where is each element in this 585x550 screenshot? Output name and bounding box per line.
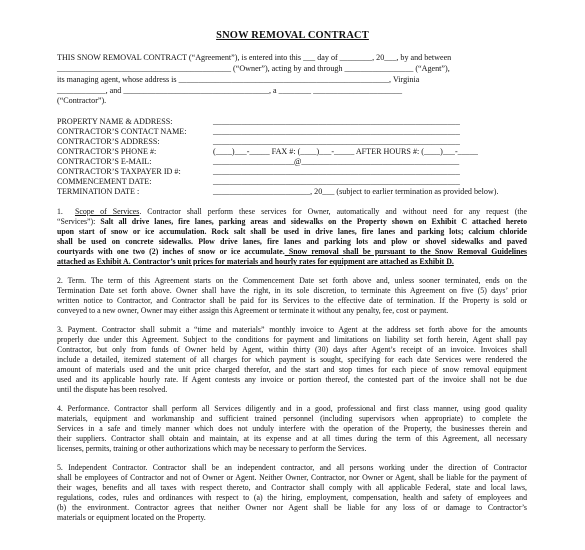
intro-line-2: ___________________________________________ (“Owner”), acting by and through _________________ (“Agent”), (57, 64, 450, 73)
field-label-address: CONTRACTOR’S ADDRESS: (57, 137, 160, 146)
section-3-line-2: properly due under this Agreement. Subject to the conditions for payment and limitations on liability set forth herein, Agent shall pay (57, 335, 527, 344)
section-1-line-4: shall be used on concrete sidewalks. Plow drive lanes, fire lanes and parking lots and plow or shovel sidewalks and paved (57, 237, 527, 246)
section-5-line-4: regulations, codes, rules and ordinances with respect to (a) the hiring, employment, compensation, health and safety of employees and (57, 493, 527, 502)
section-1-heading: Scope of Services (74, 207, 140, 216)
section-4-line-1: 4. Performance. Contractor shall perform all Services diligently and in a good, professional and first class manner, using good quality (57, 404, 527, 413)
field-label-termination: TERMINATION DATE : (57, 187, 140, 196)
section-5-line-1: 5. Independent Contractor. Contractor shall be an independent contractor, and all persons working under the direction of Contractor (57, 463, 527, 472)
section-3-line-6: used and its applicable hourly rate. If Agent contests any invoice or portion thereof, the contested part of the invoice shall not be due (57, 375, 527, 384)
field-label-phone: CONTRACTOR’S PHONE #: (57, 147, 157, 156)
intro-line-4: ____________, and ____________________________________, a ________ ______________________ (57, 86, 403, 95)
section-4-line-4: their suppliers. Contractor shall obtain and maintain, at its expense and at all times during the term of this Agreement, all necessary (57, 434, 527, 443)
intro-line-5: (“Contractor”). (57, 96, 107, 105)
section-5-line-6: materials or equipment located on the Property. (57, 513, 206, 522)
section-1-guidelines-text: Snow removal shall be pursuant to the Snow Removal Guidelines (284, 247, 527, 256)
field-value-phone[interactable]: (____)___-_____ FAX #: (____)___-_____ AFTER HOURS #: (____)___-_____ (213, 147, 478, 156)
section-5-line-2: shall be employees of Contractor and not of Owner or Agent. Neither Owner, Contractor, nor Owner or Agent, shall be liable for the payment of (57, 473, 527, 482)
intro-line-1: THIS SNOW REMOVAL CONTRACT (“Agreement”), is entered into this ___ day of ________, 20___, by and between (57, 53, 452, 62)
section-4-line-3: Services in a safe and timely manner which does not unduly interfere with the operation of the Property, the businesses therein and (57, 424, 527, 433)
section-1-number: 1. (57, 207, 63, 216)
section-1-accumulation-text: courtyards with one two (2) inches of snow or ice accumulate. (57, 247, 285, 256)
section-3-line-3: Contractor, but only from funds of Owner held by Agent, within thirty (30) days after Agent’s receipt of an invoice. Invoices shall (57, 345, 527, 354)
field-label-property: PROPERTY NAME & ADDRESS: (57, 117, 173, 126)
section-1-line-2 (57, 217, 527, 227)
section-1-line-5 (57, 247, 527, 257)
field-value-contact-name[interactable]: _____________________________________________________________ (213, 127, 460, 136)
section-3-line-5: amount of materials used and the unit price charged therefor, and the start and stop times for each piece of snow removal equipment (57, 365, 527, 374)
section-3-line-7: until the dispute has been resolved. (57, 385, 168, 394)
section-3-line-4: include a detailed, itemized statement of all charges for which payment is sought, specifying for each date Services were rendered the (57, 355, 527, 364)
section-3-line-1: 3. Payment. Contractor shall submit a “time and materials” monthly invoice to Agent at the address set forth above for the amounts (57, 325, 527, 334)
section-2-line-1: 2. Term. The term of this Agreement starts on the Commencement Date set forth above and, unless sooner terminated, ends on the (57, 276, 527, 285)
intro-line-3: its managing agent, whose address is ____________________________________________________, Virginia (57, 75, 420, 84)
section-4-line-2: materials, equipment and workmanship and sufficient trained personnel (including supervisors when appropriate) to complete the (57, 414, 527, 423)
section-1-line-1 (57, 207, 527, 217)
field-label-contact-name: CONTRACTOR’S CONTACT NAME: (57, 127, 187, 136)
section-5-line-3: their wages, benefits and all taxes with respect thereto, and Contractor shall comply with all applicable Federal, state and local laws, (57, 483, 527, 492)
section-2-line-3: written notice to Contractor, and Contractor shall be paid for its Services to the effective date of termination. If the Property is sold or (57, 296, 527, 305)
field-value-property[interactable]: _____________________________________________________________ (213, 117, 460, 126)
section-5-line-5: (b) the environment. Contractor agrees that neither Owner nor Agent shall be liable for any loss of or damage to Contractor’s (57, 503, 527, 512)
field-value-email[interactable]: ____________________@_______________________________________ (213, 157, 460, 166)
field-label-email: CONTRACTOR’S E-MAIL: (57, 157, 152, 166)
section-1-line-6: attached as Exhibit A. Contractor’s unit prices for materials and hourly rates for equipment are attached as Exhibit D. (57, 257, 454, 266)
section-4-line-5: licenses, permits, training or other authorizations which may be necessary to perform the Services. (57, 444, 367, 453)
section-2-line-4: conveyed to a new owner, Owner may either assign this Agreement or terminate it without any penalty, fee, cost or payment. (57, 306, 449, 315)
field-value-commencement[interactable]: _____________________________________________________________ (213, 177, 460, 186)
section-1-text: . Contractor shall perform these services for Owner, automatically and without need for any request (the (139, 207, 528, 216)
section-1-salt-text: Salt all drive lanes, fire lanes, parking areas and sidewalks on the Property shown on Exhibit C attached hereto (95, 217, 527, 226)
field-label-commencement: COMMENCEMENT DATE: (57, 177, 152, 186)
section-1-line-3: upon start of snow or ice accumulation. Rock salt shall be used in drive lanes, fire lanes and parking lots; calcium chloride (57, 227, 527, 236)
field-value-address[interactable]: _____________________________________________________________ (213, 137, 460, 146)
document-title: SNOW REMOVAL CONTRACT (216, 30, 369, 41)
field-label-taxpayer-id: CONTRACTOR’S TAXPAYER ID #: (57, 167, 181, 176)
section-1-services-term: “Services”): (57, 217, 96, 226)
field-value-taxpayer-id[interactable]: _____________________________________________________________ (213, 167, 460, 176)
field-value-termination[interactable]: ________________________, 20___ (subject to earlier termination as provided below). (213, 187, 499, 196)
section-2-line-2: Termination Date set forth above. Owner shall have the right, in its sole discretion, to terminate this Agreement on five (5) days’ prior (57, 286, 527, 295)
